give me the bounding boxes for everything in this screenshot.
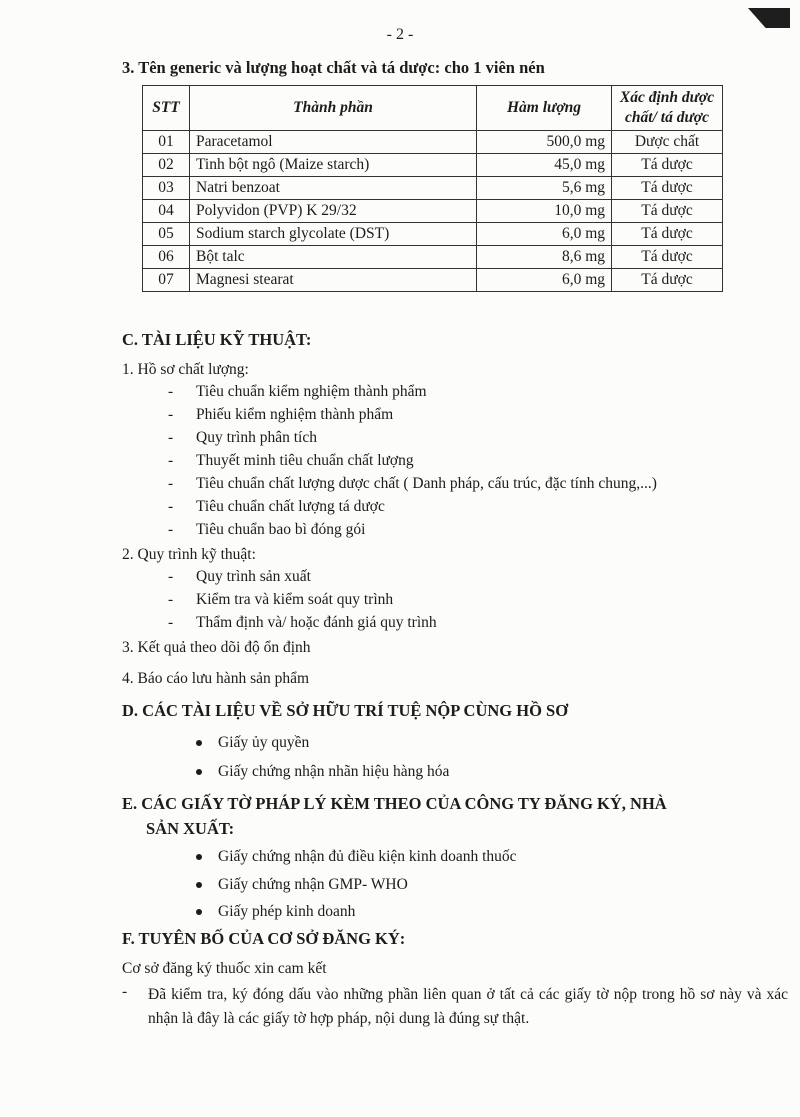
section-e-title-line2: SẢN XUẤT:: [146, 819, 235, 838]
list-item: Giấy phép kinh doanh: [196, 903, 355, 921]
section-f-paragraph: Đã kiểm tra, ký đóng dấu vào những phần liên quan ở tất cả các giấy tờ nộp trong hồ sơ này và xác nhận là đây là các giấy tờ hợp pháp, nội dung là đúng sự thật.: [148, 986, 788, 1027]
cell-name: Magnesi stearat: [190, 269, 477, 292]
cell-name: Paracetamol: [190, 131, 477, 154]
table-row: [143, 154, 723, 177]
cell-amount: 45,0 mg: [477, 154, 612, 177]
bullet-icon: [196, 769, 202, 775]
cell-stt: 03: [143, 177, 190, 200]
section-d-title: D. CÁC TÀI LIỆU VỀ SỞ HỮU TRÍ TUỆ NỘP CÙNG HỒ SƠ: [122, 701, 569, 720]
table-header-row: [143, 86, 723, 131]
cell-amount: 10,0 mg: [477, 200, 612, 223]
table-row: [143, 131, 723, 154]
cell-type: Tá dược: [612, 154, 723, 177]
cell-stt: 05: [143, 223, 190, 246]
corner-mark: [748, 8, 790, 28]
section-c-item1: 1. Hồ sơ chất lượng:: [122, 361, 249, 378]
list-item: - Tiêu chuẩn chất lượng tá dược: [168, 498, 385, 515]
cell-stt: 06: [143, 246, 190, 269]
list-item: - Thuyết minh tiêu chuẩn chất lượng: [168, 452, 414, 469]
section-e-title-line1: E. CÁC GIẤY TỜ PHÁP LÝ KÈM THEO CỦA CÔNG TY ĐĂNG KÝ, NHÀ: [122, 794, 667, 813]
bullet-icon: [196, 882, 202, 888]
table-row: [143, 177, 723, 200]
cell-amount: 8,6 mg: [477, 246, 612, 269]
dash-marker: -: [122, 983, 128, 1000]
list-item: - Kiểm tra và kiểm soát quy trình: [168, 591, 394, 608]
cell-stt: 07: [143, 269, 190, 292]
cell-amount: 500,0 mg: [477, 131, 612, 154]
cell-type: Tá dược: [612, 177, 723, 200]
cell-name: Polyvidon (PVP) K 29/32: [190, 200, 477, 223]
cell-amount: 6,0 mg: [477, 223, 612, 246]
list-item: - Tiêu chuẩn bao bì đóng gói: [168, 521, 366, 538]
cell-stt: 01: [143, 131, 190, 154]
bullet-icon: [196, 740, 202, 746]
cell-name: Natri benzoat: [190, 177, 477, 200]
ingredients-table: [142, 85, 723, 292]
bullet-icon: [196, 909, 202, 915]
cell-amount: 5,6 mg: [477, 177, 612, 200]
cell-stt: 04: [143, 200, 190, 223]
cell-type: Tá dược: [612, 223, 723, 246]
cell-name: Tinh bột ngô (Maize starch): [190, 154, 477, 177]
cell-type: Tá dược: [612, 269, 723, 292]
header-type-line1: Xác định dược: [619, 89, 715, 106]
table-row: [143, 223, 723, 246]
section-c-item4: 4. Báo cáo lưu hành sản phẩm: [122, 670, 310, 687]
cell-name: Sodium starch glycolate (DST): [190, 223, 477, 246]
section-c-item3: 3. Kết quả theo dõi độ ổn định: [122, 639, 311, 656]
header-component: Thành phần: [190, 86, 477, 131]
section-f-title: F. TUYÊN BỐ CỦA CƠ SỞ ĐĂNG KÝ:: [122, 929, 406, 948]
section-c-item2: 2. Quy trình kỹ thuật:: [122, 546, 256, 563]
bullet-icon: [196, 854, 202, 860]
list-item: Giấy chứng nhận đủ điều kiện kinh doanh thuốc: [196, 848, 517, 866]
list-item: Giấy ủy quyền: [196, 734, 309, 752]
list-item: - Quy trình sản xuất: [168, 568, 311, 585]
header-stt: STT: [143, 86, 190, 131]
list-item: - Phiếu kiểm nghiệm thành phẩm: [168, 406, 394, 423]
cell-stt: 02: [143, 154, 190, 177]
section3-title: 3. Tên generic và lượng hoạt chất và tá dược: cho 1 viên nén: [122, 58, 545, 77]
cell-type: Dược chất: [612, 131, 723, 154]
list-item: - Thẩm định và/ hoặc đánh giá quy trình: [168, 614, 437, 631]
page-number: - 2 -: [386, 26, 414, 43]
table-row: [143, 200, 723, 223]
header-amount: Hàm lượng: [477, 86, 612, 131]
list-item: Giấy chứng nhận nhãn hiệu hàng hóa: [196, 763, 449, 781]
header-type-line2: chất/ tá dược: [625, 109, 709, 126]
section-f-intro: Cơ sở đăng ký thuốc xin cam kết: [122, 960, 327, 977]
section-c-title: C. TÀI LIỆU KỸ THUẬT:: [122, 330, 312, 349]
list-item: Giấy chứng nhận GMP- WHO: [196, 876, 408, 894]
list-item: - Quy trình phân tích: [168, 429, 317, 446]
list-item: - Tiêu chuẩn chất lượng dược chất ( Danh pháp, cấu trúc, đặc tính chung,...): [168, 475, 657, 492]
cell-amount: 6,0 mg: [477, 269, 612, 292]
cell-name: Bột talc: [190, 246, 477, 269]
header-type: [612, 86, 723, 131]
table-row: [143, 246, 723, 269]
cell-type: Tá dược: [612, 246, 723, 269]
cell-type: Tá dược: [612, 200, 723, 223]
list-item: - Tiêu chuẩn kiểm nghiệm thành phẩm: [168, 383, 427, 400]
table-row: [143, 269, 723, 292]
